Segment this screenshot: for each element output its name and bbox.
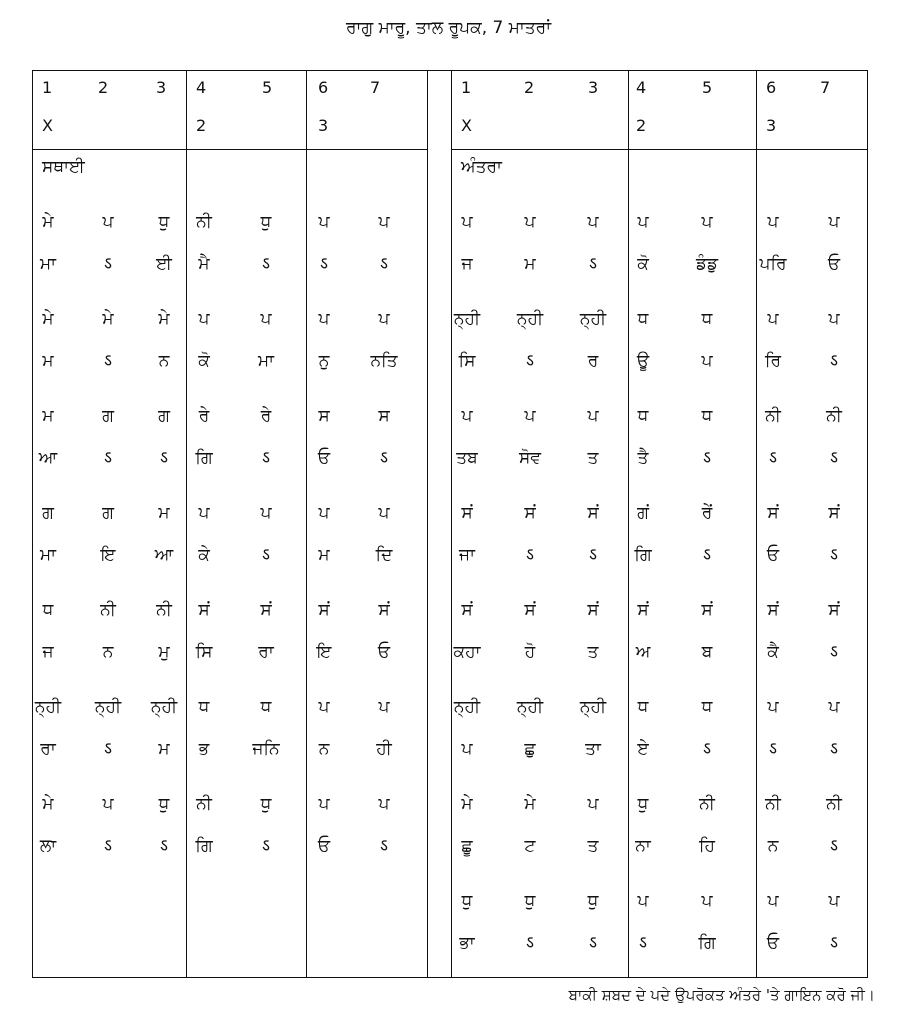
lyric-syllable: ऽ	[104, 448, 112, 468]
lyric-syllable: ਹੋ	[524, 642, 536, 662]
swar-note: ਨੀ	[826, 406, 842, 426]
swar-note: ਪ	[587, 794, 599, 814]
swar-note: ਪ	[378, 794, 390, 814]
lyric-syllable: ऽ	[830, 836, 838, 856]
swar-note: ਪ	[102, 794, 114, 814]
swar-note: ਮੇ	[42, 309, 54, 329]
swar-note: ਸ	[318, 406, 330, 426]
swar-note: ਰੇ	[260, 406, 272, 426]
lyric-syllable: ਨ	[318, 739, 330, 759]
beat-number: 5	[702, 78, 713, 97]
beat-number: 6	[766, 78, 777, 97]
swar-note: ਮੇ	[42, 794, 54, 814]
lyric-syllable: ਪ	[461, 739, 473, 759]
swar-note: ਪ	[701, 212, 713, 232]
lyric-syllable: ਤਾ	[585, 739, 601, 759]
swar-note: ਪ	[318, 503, 330, 523]
swar-note: ਸਂ	[260, 600, 272, 620]
lyric-syllable: ऽ	[830, 933, 838, 953]
lyric-syllable: ऽ	[830, 545, 838, 565]
lyric-syllable: ਮ	[42, 351, 54, 371]
swar-note: ਪ	[102, 212, 114, 232]
lyric-syllable: ऽ	[589, 254, 597, 274]
lyric-syllable: ਨਤਿ	[370, 351, 398, 371]
lyric-syllable: ਜ	[42, 642, 54, 662]
swar-note: ਨ੍ਹੀ	[516, 309, 544, 329]
swar-note: ਪ	[378, 503, 390, 523]
page-title: ਰਾਗੁ ਮਾਰੂ, ਤਾਲ ਰੂਪਕ, 7 ਮਾਤਰਾਂ	[345, 18, 552, 38]
swar-note: ਨੀ	[100, 600, 116, 620]
swar-note: ਪ	[318, 309, 330, 329]
swar-note: ਗ	[158, 406, 170, 426]
swar-note: ਧੁ	[260, 794, 272, 814]
swar-note: ਸਂ	[461, 503, 473, 523]
lyric-syllable: ਰਾ	[40, 739, 56, 759]
lyric-syllable: ऽ	[320, 254, 328, 274]
lyric-syllable: ਈ	[156, 254, 172, 274]
lyric-syllable: ਰ	[587, 351, 599, 371]
lyric-syllable: ऽ	[160, 448, 168, 468]
lyric-syllable: ਮੈ	[198, 254, 210, 274]
swar-note: ਸਂ	[828, 600, 840, 620]
taal-mark: X	[42, 116, 53, 135]
lyric-syllable: ऽ	[104, 739, 112, 759]
swar-note: ਮੇ	[461, 794, 473, 814]
swar-note: ਪ	[318, 697, 330, 717]
swar-note: ਨੀ	[156, 600, 172, 620]
lyric-syllable: ਛੂ	[461, 836, 473, 856]
swar-note: ਸਂ	[524, 600, 536, 620]
swar-note: ਮੇ	[158, 309, 170, 329]
lyric-syllable: ऽ	[380, 836, 388, 856]
taal-mark: X	[461, 116, 472, 135]
lyric-syllable: ऽ	[262, 448, 270, 468]
lyric-syllable: ਇ	[100, 545, 116, 565]
lyric-syllable: ऽ	[380, 254, 388, 274]
swar-note: ਧੁ	[158, 794, 170, 814]
lyric-syllable: ऽ	[830, 739, 838, 759]
beat-number: 4	[636, 78, 647, 97]
swar-note: ਗ	[42, 503, 54, 523]
lyric-syllable: ऽ	[380, 448, 388, 468]
beat-number: 7	[370, 78, 381, 97]
lyric-syllable: ਭ	[198, 739, 210, 759]
beat-number: 6	[318, 78, 329, 97]
swar-note: ਪ	[767, 212, 779, 232]
swar-note: ਧ	[637, 697, 649, 717]
swar-note: ਪ	[767, 891, 779, 911]
lyric-syllable: ਓ	[317, 448, 331, 468]
swar-note: ਸਂ	[461, 600, 473, 620]
beat-number: 4	[196, 78, 207, 97]
lyric-syllable: ਊ	[636, 351, 650, 371]
swar-note: ਪ	[701, 891, 713, 911]
swar-note: ਪ	[767, 309, 779, 329]
lyric-syllable: ਨ	[767, 836, 779, 856]
swar-note: ਪ	[378, 309, 390, 329]
lyric-syllable: ਨ	[158, 351, 170, 371]
swar-note: ਧ	[260, 697, 272, 717]
lyric-syllable: ਆ	[154, 545, 174, 565]
swar-note: ਸਂ	[198, 600, 210, 620]
beat-number: 2	[524, 78, 535, 97]
lyric-syllable: ऽ	[703, 448, 711, 468]
swar-note: ਸਂ	[587, 503, 599, 523]
swar-note: ਨੀ	[699, 794, 715, 814]
lyric-syllable: ऽ	[703, 545, 711, 565]
lyric-syllable: ਕੇ	[198, 545, 210, 565]
beat-number: 1	[42, 78, 53, 97]
swar-note: ਮੇ	[524, 794, 536, 814]
lyric-syllable: ऽ	[830, 642, 838, 662]
swar-note: ਪ	[828, 697, 840, 717]
section-label-sthayi: ਸਥਾਈ	[42, 157, 85, 177]
swar-note: ਪ	[828, 309, 840, 329]
lyric-syllable: ਕਹਾ	[453, 642, 481, 662]
lyric-syllable: ਓ	[317, 836, 331, 856]
lyric-syllable: ਮਾ	[39, 254, 57, 274]
swar-note: ਧੁ	[524, 891, 536, 911]
lyric-syllable: ਰਿ	[764, 351, 782, 371]
header-rule	[451, 149, 868, 150]
taal-mark: 3	[766, 116, 777, 135]
beat-number: 1	[461, 78, 472, 97]
lyric-syllable: ऽ	[769, 448, 777, 468]
lyric-syllable: ਸਿ	[195, 642, 213, 662]
swar-note: ਪ	[378, 212, 390, 232]
swar-note: ਨੀ	[826, 794, 842, 814]
lyric-syllable: ऽ	[526, 351, 534, 371]
lyric-syllable: ਓ	[766, 933, 780, 953]
swar-note: ਗ	[102, 503, 114, 523]
swar-note: ਨ੍ਹੀ	[453, 309, 481, 329]
swar-note: ਪ	[260, 309, 272, 329]
lyric-syllable: ਗਿ	[195, 836, 213, 856]
swar-note: ਸ	[378, 406, 390, 426]
lyric-syllable: ਬ	[701, 642, 713, 662]
swar-note: ਨੀ	[196, 212, 212, 232]
lyric-syllable: ऽ	[526, 545, 534, 565]
lyric-syllable: ਹਿ	[699, 836, 715, 856]
lyric-syllable: ਤ	[587, 836, 599, 856]
swar-note: ਨ੍ਹੀ	[579, 309, 607, 329]
lyric-syllable: ਨ	[102, 642, 114, 662]
lyric-syllable: ਡੰਡੁ	[695, 254, 719, 274]
swar-note: ਪ	[461, 212, 473, 232]
swar-note: ਪ	[318, 794, 330, 814]
swar-note: ਸਂ	[587, 600, 599, 620]
swar-note: ਸਂ	[767, 503, 779, 523]
beat-number: 3	[156, 78, 167, 97]
lyric-syllable: ਰਾ	[258, 642, 274, 662]
lyric-syllable: ਅ	[635, 642, 651, 662]
lyric-syllable: ਸਿ	[458, 351, 476, 371]
swar-note: ਧ	[637, 406, 649, 426]
swar-note: ਸਂ	[767, 600, 779, 620]
beat-number: 5	[262, 78, 273, 97]
lyric-syllable: ਤ	[587, 448, 599, 468]
swar-note: ਪ	[318, 212, 330, 232]
swar-note: ਨ੍ਹੀ	[34, 697, 62, 717]
lyric-syllable: ਕੈ	[767, 642, 779, 662]
swar-note: ਧ	[701, 697, 713, 717]
swar-note: ਗਂ	[637, 503, 649, 523]
lyric-syllable: ਕੋ	[637, 254, 649, 274]
swar-note: ਮੇ	[102, 309, 114, 329]
swar-note: ਨ੍ਹੀ	[150, 697, 178, 717]
lyric-syllable: ਕੋ	[198, 351, 210, 371]
taal-mark: 2	[196, 116, 207, 135]
lyric-syllable: ਓ	[766, 545, 780, 565]
swar-note: ਸਂ	[637, 600, 649, 620]
swar-note: ਪ	[378, 697, 390, 717]
lyric-syllable: ऽ	[160, 836, 168, 856]
swar-note: ਰੇਂ	[701, 503, 713, 523]
header-rule	[32, 149, 427, 150]
lyric-syllable: ਮ	[318, 545, 330, 565]
swar-note: ਪ	[828, 891, 840, 911]
lyric-syllable: ऽ	[589, 933, 597, 953]
swar-note: ਪ	[767, 697, 779, 717]
lyric-syllable: ऽ	[262, 254, 270, 274]
lyric-syllable: ਤ	[587, 642, 599, 662]
swar-note: ਧੁ	[260, 212, 272, 232]
swar-note: ਸਂ	[378, 600, 390, 620]
lyric-syllable: ਪਰਿ	[759, 254, 787, 274]
beat-number: 3	[588, 78, 599, 97]
swar-note: ਪ	[587, 406, 599, 426]
lyric-syllable: ਭਾ	[459, 933, 475, 953]
lyric-syllable: ऽ	[830, 448, 838, 468]
lyric-syllable: ਇ	[316, 642, 332, 662]
section-label-antra: ਅੰਤਰਾ	[461, 157, 502, 177]
lyric-syllable: ਗਿ	[195, 448, 213, 468]
lyric-syllable: ऽ	[769, 739, 777, 759]
lyric-syllable: ਮਾ	[257, 351, 275, 371]
lyric-syllable: ऽ	[639, 933, 647, 953]
swar-note: ਧੁ	[158, 212, 170, 232]
lyric-syllable: ਗਿ	[698, 933, 716, 953]
lyric-syllable: ਲਾ	[39, 836, 57, 856]
swar-note: ਸਂ	[828, 503, 840, 523]
lyric-syllable: ਛੁ	[524, 739, 536, 759]
swar-note: ਧ	[637, 309, 649, 329]
swar-note: ਪ	[524, 212, 536, 232]
lyric-syllable: ऽ	[703, 739, 711, 759]
swar-note: ਪ	[637, 891, 649, 911]
vibhag-divider	[628, 70, 629, 978]
swar-note: ਧ	[701, 406, 713, 426]
swar-note: ਧੁ	[461, 891, 473, 911]
lyric-syllable: ਆ	[38, 448, 58, 468]
lyric-syllable: ऽ	[830, 351, 838, 371]
vibhag-divider	[756, 70, 757, 978]
swar-note: ਨੀ	[765, 406, 781, 426]
lyric-syllable: ਪ	[701, 351, 713, 371]
footer-note: ਬਾਕੀ ਸ਼ਬਦ ਦੇ ਪਦੇ ਉਪਰੋਕਤ ਅੰਤਰੇ 'ਤੇ ਗਾਇਨ ਕਰੋ ਜੀ।	[568, 986, 875, 1004]
lyric-syllable: ਤਬ	[456, 448, 478, 468]
swar-note: ਧੁ	[587, 891, 599, 911]
lyric-syllable: ਓ	[827, 254, 841, 274]
lyric-syllable: ਤੈ	[637, 448, 649, 468]
swar-note: ਪ	[461, 406, 473, 426]
lyric-syllable: ਏ	[637, 739, 649, 759]
lyric-syllable: ਮੁ	[158, 642, 170, 662]
swar-note: ਸਂ	[524, 503, 536, 523]
swar-note: ਪ	[524, 406, 536, 426]
taal-mark: 2	[636, 116, 647, 135]
swar-note: ਧੁ	[637, 794, 649, 814]
lyric-syllable: ਟ	[524, 836, 536, 856]
swar-note: ਨ੍ਹੀ	[579, 697, 607, 717]
lyric-syllable: ਗਿ	[634, 545, 652, 565]
lyric-syllable: ऽ	[526, 933, 534, 953]
lyric-syllable: ਜ	[461, 254, 473, 274]
swar-note: ਨੀ	[765, 794, 781, 814]
notation-table	[32, 70, 868, 978]
swar-note: ਪ	[587, 212, 599, 232]
lyric-syllable: ऽ	[589, 545, 597, 565]
lyric-syllable: ऽ	[262, 836, 270, 856]
vibhag-divider	[306, 70, 307, 978]
section-divider	[427, 70, 428, 978]
swar-note: ਨ੍ਹੀ	[453, 697, 481, 717]
lyric-syllable: ਦਿ	[375, 545, 393, 565]
swar-note: ਮ	[42, 406, 54, 426]
swar-note: ਪ	[828, 212, 840, 232]
lyric-syllable: ਮ	[524, 254, 536, 274]
swar-note: ਧ	[701, 309, 713, 329]
swar-note: ਪ	[637, 212, 649, 232]
lyric-syllable: ਨਾ	[635, 836, 651, 856]
swar-note: ਨੀ	[196, 794, 212, 814]
beat-number: 2	[98, 78, 109, 97]
lyric-syllable: ਜਨਿ	[252, 739, 280, 759]
lyric-syllable: ਹੀ	[376, 739, 392, 759]
swar-note: ਗ	[102, 406, 114, 426]
lyric-syllable: ਸੋਵ	[519, 448, 541, 468]
swar-note: ਪ	[198, 503, 210, 523]
swar-note: ਧ	[42, 600, 54, 620]
swar-note: ਰੇ	[198, 406, 210, 426]
swar-note: ਧ	[198, 697, 210, 717]
swar-note: ਸਂ	[318, 600, 330, 620]
lyric-syllable: ऽ	[262, 545, 270, 565]
lyric-syllable: ऽ	[104, 836, 112, 856]
swar-note: ਪ	[198, 309, 210, 329]
lyric-syllable: ऽ	[104, 351, 112, 371]
lyric-syllable: ਮਾ	[39, 545, 57, 565]
section-divider	[451, 70, 452, 978]
beat-number: 7	[820, 78, 831, 97]
swar-note: ਨ੍ਹੀ	[516, 697, 544, 717]
lyric-syllable: ਜਾ	[459, 545, 475, 565]
swar-note: ਸਂ	[701, 600, 713, 620]
swar-note: ਨ੍ਹੀ	[94, 697, 122, 717]
lyric-syllable: ਓ	[377, 642, 391, 662]
lyric-syllable: ਮ	[158, 739, 170, 759]
swar-note: ਮੇ	[42, 212, 54, 232]
swar-note: ਪ	[260, 503, 272, 523]
swar-note: ਮ	[158, 503, 170, 523]
lyric-syllable: ਨੁ	[318, 351, 330, 371]
lyric-syllable: ऽ	[104, 254, 112, 274]
taal-mark: 3	[318, 116, 329, 135]
vibhag-divider	[186, 70, 187, 978]
